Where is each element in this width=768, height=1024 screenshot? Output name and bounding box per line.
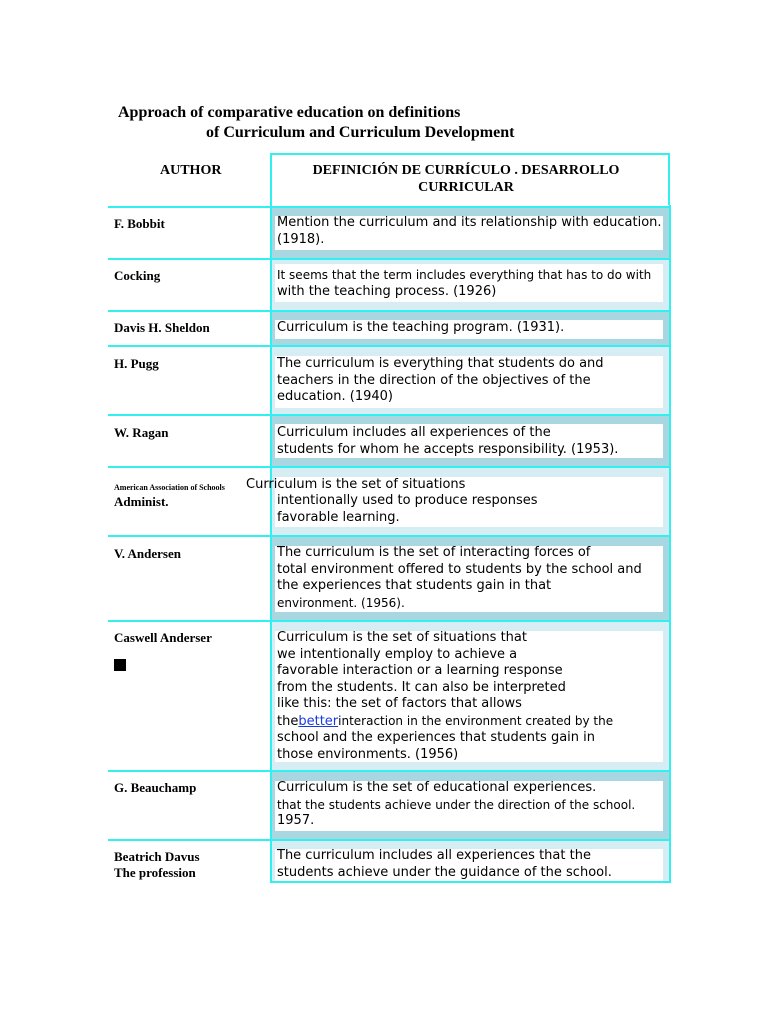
author-name: F. Bobbit [114,216,165,231]
definition-line: Curriculum is the set of situations that [277,630,527,645]
definition-line: with the teaching process. (1926) [277,283,497,299]
definition-line: Curriculum includes all experiences of the [277,425,551,440]
author-column-header: AUTHOR [160,163,222,178]
author-name: The profession [114,865,196,880]
definition-line: Curriculum is the set of educational experiences. [277,780,597,795]
definition-line: education. (1940) [277,389,393,404]
definition-line: (1918). [277,231,325,247]
definition-fragment: the [277,713,299,729]
author-name: Caswell Anderser [114,630,212,645]
author-name: V. Andersen [114,546,181,561]
better-link[interactable]: better [298,713,339,729]
definition-text [277,493,538,526]
definition-text [246,477,465,494]
definition-line: The curriculum is the set of interacting forces of [277,545,591,560]
definition-text [277,267,651,300]
author-name: W. Ragan [114,425,169,440]
definition-line: It seems that the term includes everything that has to do with [277,268,652,282]
table-right-border [669,205,671,883]
author-name: H. Pugg [114,356,159,371]
table-bottom-border [270,881,671,883]
definition-text [277,425,618,458]
definition-line: teachers in the direction of the objectives of the [277,372,591,388]
author-name: Davis H. Sheldon [114,320,210,335]
definition-line: school and the experiences that students gain in [277,730,596,745]
black-square-mark [114,659,126,671]
definition-line: intentionally used to produce responses [277,493,538,508]
document-title-line-2: of Curriculum and Curriculum Development [206,124,515,141]
definition-fragment: interaction in the environment created by the [338,713,614,728]
author-name: Administ. [114,494,169,509]
author-name: Cocking [114,268,161,283]
definition-line: Curriculum is the teaching program. (1931). [277,320,565,335]
definition-line: 1957. [277,813,315,828]
definition-header-line-2: CURRICULAR [418,180,514,195]
definition-text [277,848,612,881]
definition-line: we intentionally employ to achieve a [277,646,518,662]
definition-column-header [276,162,656,196]
definition-text [277,215,662,248]
definition-text [277,320,564,337]
definition-line: The curriculum is everything that students do and [277,356,604,371]
definition-text [277,780,635,830]
definition-line: total environment offered to students by the school and [277,561,642,577]
author-name: Beatrich Davus [114,849,200,864]
definition-line: students for whom he accepts responsibility. (1953). [277,441,619,457]
author-name: American Association of Schools [114,483,225,492]
definition-line: Curriculum is the set of situations [246,477,466,492]
definition-line: that the students achieve under the direction of the school. [277,797,636,812]
definition-line: The curriculum includes all experiences that the [277,848,591,863]
definition-line: students achieve under the guidance of the school. [277,864,612,880]
definition-line: Mention the curriculum and its relationship with education. [277,215,662,230]
definition-text [277,630,613,763]
definition-header-line-1: DEFINICIÓN DE CURRÍCULO . DESARROLLO [312,163,620,178]
definition-text [277,356,604,406]
definition-line: the experiences that students gain in that [277,578,552,593]
definition-text [277,545,642,611]
definition-line [277,713,613,731]
document-title-line-1: Approach of comparative education on definitions [118,104,461,121]
definition-line: like this: the set of factors that allows [277,696,522,711]
definition-line: environment. (1956). [277,595,405,610]
definition-line: favorable learning. [277,509,400,525]
definition-line: from the students. It can also be interpreted [277,679,566,695]
author-name: G. Beauchamp [114,780,197,795]
definition-line: favorable interaction or a learning response [277,663,563,678]
definition-line: those environments. (1956) [277,746,459,762]
